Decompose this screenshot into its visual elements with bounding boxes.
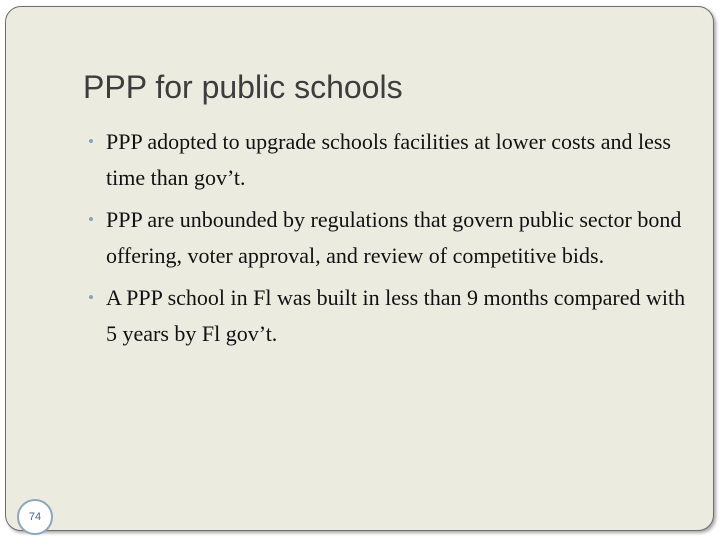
bullet-text: A PPP school in Fl was built in less than 9 months compared with 5 years by Fl gov’t. (106, 285, 686, 346)
bullet-list (88, 124, 698, 358)
bullet-text: PPP adopted to upgrade schools facilities at lower costs and less time than gov’t. (106, 129, 671, 190)
bullet-icon: • (88, 288, 94, 307)
bullet-text: PPP are unbounded by regulations that govern public sector bond offering, voter approval, and review of competitive bids. (106, 207, 682, 268)
slide-title: PPP for public schools (83, 69, 403, 105)
bullet-item (88, 280, 698, 352)
slide (5, 6, 714, 531)
bullet-icon: • (88, 132, 94, 151)
slide-number-badge: 74 (17, 499, 53, 535)
bullet-item (88, 202, 698, 274)
bullet-icon: • (88, 210, 94, 229)
bullet-item (88, 124, 698, 196)
